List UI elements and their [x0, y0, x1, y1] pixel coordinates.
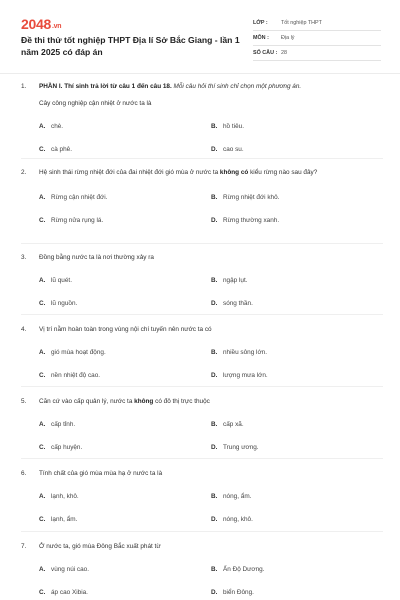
option-d[interactable]: D. sóng thần. [211, 300, 253, 307]
question-list [21, 80, 383, 600]
question-number: 7. [21, 543, 27, 550]
question-1 [21, 80, 383, 158]
option-row [39, 276, 383, 286]
option-row [39, 145, 383, 155]
option-b[interactable]: B. hồ tiêu. [211, 123, 244, 130]
option-d[interactable]: D. lượng mưa lớn. [211, 372, 268, 379]
option-a[interactable]: A. cấp tỉnh. [39, 421, 76, 428]
option-a[interactable]: A. vùng núi cao. [39, 566, 90, 573]
option-a[interactable]: A. chè. [39, 123, 64, 130]
option-b[interactable]: B. cấp xã. [211, 421, 244, 428]
meta-row-class [253, 16, 381, 31]
option-b[interactable]: B. nóng, ẩm. [211, 493, 252, 500]
option-row [39, 193, 383, 203]
question-text: Hệ sinh thái rừng nhiệt đới của đai nhiệt đới gió mùa ở nước ta không có kiểu rừng nào sau đây? [39, 169, 318, 176]
meta-row-subject [253, 31, 381, 46]
option-row [39, 588, 383, 598]
question-text: Đồng bằng nước ta là nơi thường xảy ra [39, 254, 154, 261]
question-text: Ở nước ta, gió mùa Đông Bắc xuất phát từ [39, 543, 161, 550]
meta-key: SỐ CÂU : [253, 50, 278, 56]
option-c[interactable]: C. áp cao Xibia. [39, 589, 88, 596]
option-b[interactable]: B. Ấn Độ Dương. [211, 566, 265, 573]
option-d[interactable]: D. cao su. [211, 146, 244, 153]
exam-title: Đề thi thử tốt nghiệp THPT Địa lí Sở Bắc Giang - lần 1 năm 2025 có đáp án [21, 35, 240, 57]
question-5 [21, 387, 383, 458]
option-row [39, 299, 383, 309]
option-d[interactable]: D. Rừng thường xanh. [211, 217, 280, 224]
question-text: Vị trí nằm hoàn toàn trong vùng nội chí tuyến nên nước ta có [39, 326, 212, 333]
option-b[interactable]: B. Rừng nhiệt đới khô. [211, 194, 280, 201]
option-d[interactable]: D. biển Đông. [211, 589, 254, 596]
option-a[interactable]: A. Rừng cận nhiệt đới. [39, 194, 108, 201]
site-logo[interactable]: 2048.vn [21, 16, 62, 32]
option-a[interactable]: A. lạnh, khô. [39, 493, 79, 500]
meta-value: Địa lý [281, 35, 295, 41]
option-row [39, 122, 383, 132]
option-d[interactable]: D. nóng, khô. [211, 516, 253, 523]
exam-meta [253, 16, 381, 61]
question-text: Tính chất của gió mùa mùa hạ ở nước ta là [39, 470, 163, 477]
option-c[interactable]: C. cấp huyện. [39, 444, 83, 451]
meta-key: MÔN : [253, 35, 269, 41]
meta-key: LỚP : [253, 20, 268, 26]
question-number: 6. [21, 470, 27, 477]
meta-value: 28 [281, 50, 287, 56]
option-c[interactable]: C. Rừng nửa rụng lá. [39, 217, 104, 224]
option-a[interactable]: A. lũ quét. [39, 277, 72, 284]
option-c[interactable]: C. nền nhiệt độ cao. [39, 372, 101, 379]
meta-row-count [253, 46, 381, 61]
option-row [39, 565, 383, 575]
option-b[interactable]: B. nhiều sông lớn. [211, 349, 267, 356]
option-c[interactable]: C. lạnh, ẩm. [39, 516, 78, 523]
question-6 [21, 459, 383, 531]
option-row [39, 515, 383, 525]
option-a[interactable]: A. gió mùa hoạt động. [39, 349, 106, 356]
option-row [39, 348, 383, 358]
option-b[interactable]: B. ngập lụt. [211, 277, 248, 284]
question-number: 3. [21, 254, 27, 261]
question-text: Căn cứ vào cấp quản lý, nước ta không có đô thị trực thuộc [39, 398, 210, 405]
question-2 [21, 159, 383, 243]
option-row [39, 443, 383, 453]
option-c[interactable]: C. lũ nguồn. [39, 300, 78, 307]
page-header [21, 14, 381, 68]
question-number: 1. [21, 83, 27, 90]
option-c[interactable]: C. cà phê. [39, 146, 72, 153]
option-row [39, 371, 383, 381]
option-row [39, 492, 383, 502]
question-number: 2. [21, 169, 27, 176]
meta-value: Tốt nghiệp THPT [281, 20, 322, 26]
question-subtext: Cây công nghiệp cận nhiệt ở nước ta là [39, 100, 152, 107]
header-divider [0, 73, 400, 74]
option-row [39, 420, 383, 430]
question-4 [21, 315, 383, 386]
question-7 [21, 532, 383, 600]
question-number: 4. [21, 326, 27, 333]
option-d[interactable]: D. Trung ương. [211, 444, 259, 451]
question-text: PHẦN I. Thí sinh trả lời từ câu 1 đến câu 18. Mỗi câu hỏi thí sinh chỉ chọn một phương án. [39, 83, 302, 90]
question-number: 5. [21, 398, 27, 405]
question-3 [21, 244, 383, 314]
option-row [39, 216, 383, 226]
